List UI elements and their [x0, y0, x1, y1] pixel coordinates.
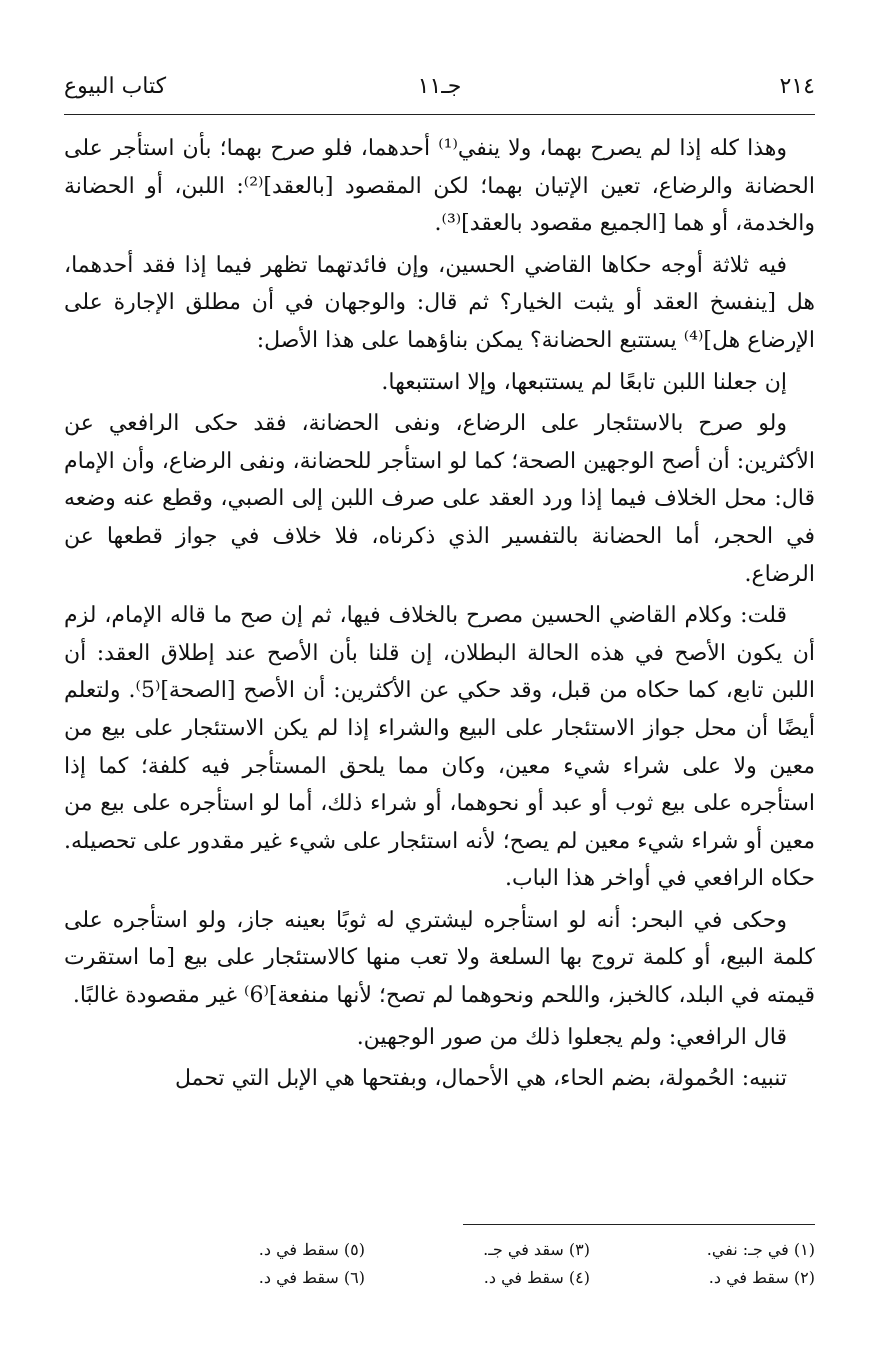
- footnote: (٣) سقد في جـ.: [483, 1240, 590, 1259]
- paragraph: قال الرافعي: ولم يجعلوا ذلك من صور الوجهين.: [356, 1024, 787, 1050]
- footnote: (١) في جـ: نفي.: [706, 1240, 815, 1259]
- main-text: [64, 130, 815, 1102]
- footnote: (٢) سقط في د.: [708, 1268, 815, 1287]
- page-number: ٢١٤: [779, 74, 815, 99]
- footnotes: [140, 1236, 815, 1292]
- header-divider: [64, 114, 815, 115]
- paragraph: فيه ثلاثة أوجه حكاها القاضي الحسين، وإن فائدتهما تظهر فيما إذا فقد أحدهما، هل [ينفسخ العقد أو يثبت الخيار؟ ثم قال: والوجهان في أن مطلق الإجارة على الإرضاع هل]⁽⁴⁾ يستتبع الحضانة؟ يمكن بناؤهما على هذا الأصل:: [64, 252, 815, 353]
- paragraph: تنبيه: الحُمولة، بضم الحاء، هي الأحمال، وبفتحها هي الإبل التي تحمل: [174, 1066, 787, 1092]
- paragraph: إن جعلنا اللبن تابعًا لم يستتبعها، وإلا استتبعها.: [381, 369, 787, 395]
- paragraph: قلت: وكلام القاضي الحسين مصرح بالخلاف فيها، ثم إن صح ما قاله الإمام، لزم أن يكون الأصح في هذه الحالة البطلان، إن قلنا بأن الأصح عند إطلاق العقد: أن اللبن تابع، كما حكاه من قبل، وقد حكي عن الأكثرين: أن الأصح [الصحة]⁽5⁾. ولتعلم أيضًا أن محل جواز الاستئجار على البيع والشراء إذا لم يكن الاستئجار على بيع من معين ولا على شراء شيء معين، وكان مما يلحق المستأجر فيه كلفة؛ كما إذا استأجره على بيع ثوب أو عبد أو نحوهما، أو شراء ذلك، أما لو استأجره على بيع من معين أو شراء شيء معين لم يصح؛ لأنه استئجار على شيء غير مقدور على تحصيله. حكاه الرافعي في أواخر هذا الباب.: [64, 603, 815, 892]
- footnote: (٤) سقط في د.: [483, 1268, 590, 1287]
- footnote: (٦) سقط في د.: [258, 1268, 365, 1287]
- paragraph: وحكى في البحر: أنه لو استأجره ليشتري له ثوبًا بعينه جاز، ولو استأجره على كلمة البيع، أو كلمة تروج بها السلعة ولا تعب منها كالاستئجار على بيع [ما استقرت قيمته في البلد، كالخبز، واللحم ونحوهما لم تصح؛ لأنها منفعة]⁽6⁾ غير مقصودة غالبًا.: [64, 907, 815, 1009]
- paragraph: وهذا كله إذا لم يصرح بهما، ولا ينفي⁽¹⁾ أحدهما، فلو صرح بهما؛ بأن استأجر على الحضانة والرضاع، تعين الإتيان بهما؛ لكن المقصود [بالعقد]⁽²⁾: اللبن، أو الحضانة والخدمة، أو هما [الجميع مقصود بالعقد]⁽³⁾.: [64, 136, 815, 237]
- footnote: (٥) سقط في د.: [258, 1240, 365, 1259]
- paragraph: ولو صرح بالاستئجار على الرضاع، ونفى الحضانة، فقد حكى الرافعي عن الأكثرين: أن أصح الوجهين الصحة؛ كما لو استأجر للحضانة، ونفى الرضاع، وأن الإمام قال: محل الخلاف فيما إذا ورد العقد على صرف اللبن إلى الصبي، وقطع عنه وضعه في الحجر، أما الحضانة بالتفسير الذي ذكرناه، فلا خلاف في جواز قطعها عن الرضاع.: [64, 411, 815, 587]
- book-title: كتاب البيوع: [64, 74, 167, 99]
- volume-label: جـ١١: [417, 74, 462, 99]
- running-header: [64, 70, 815, 110]
- footnote-divider: [463, 1224, 815, 1225]
